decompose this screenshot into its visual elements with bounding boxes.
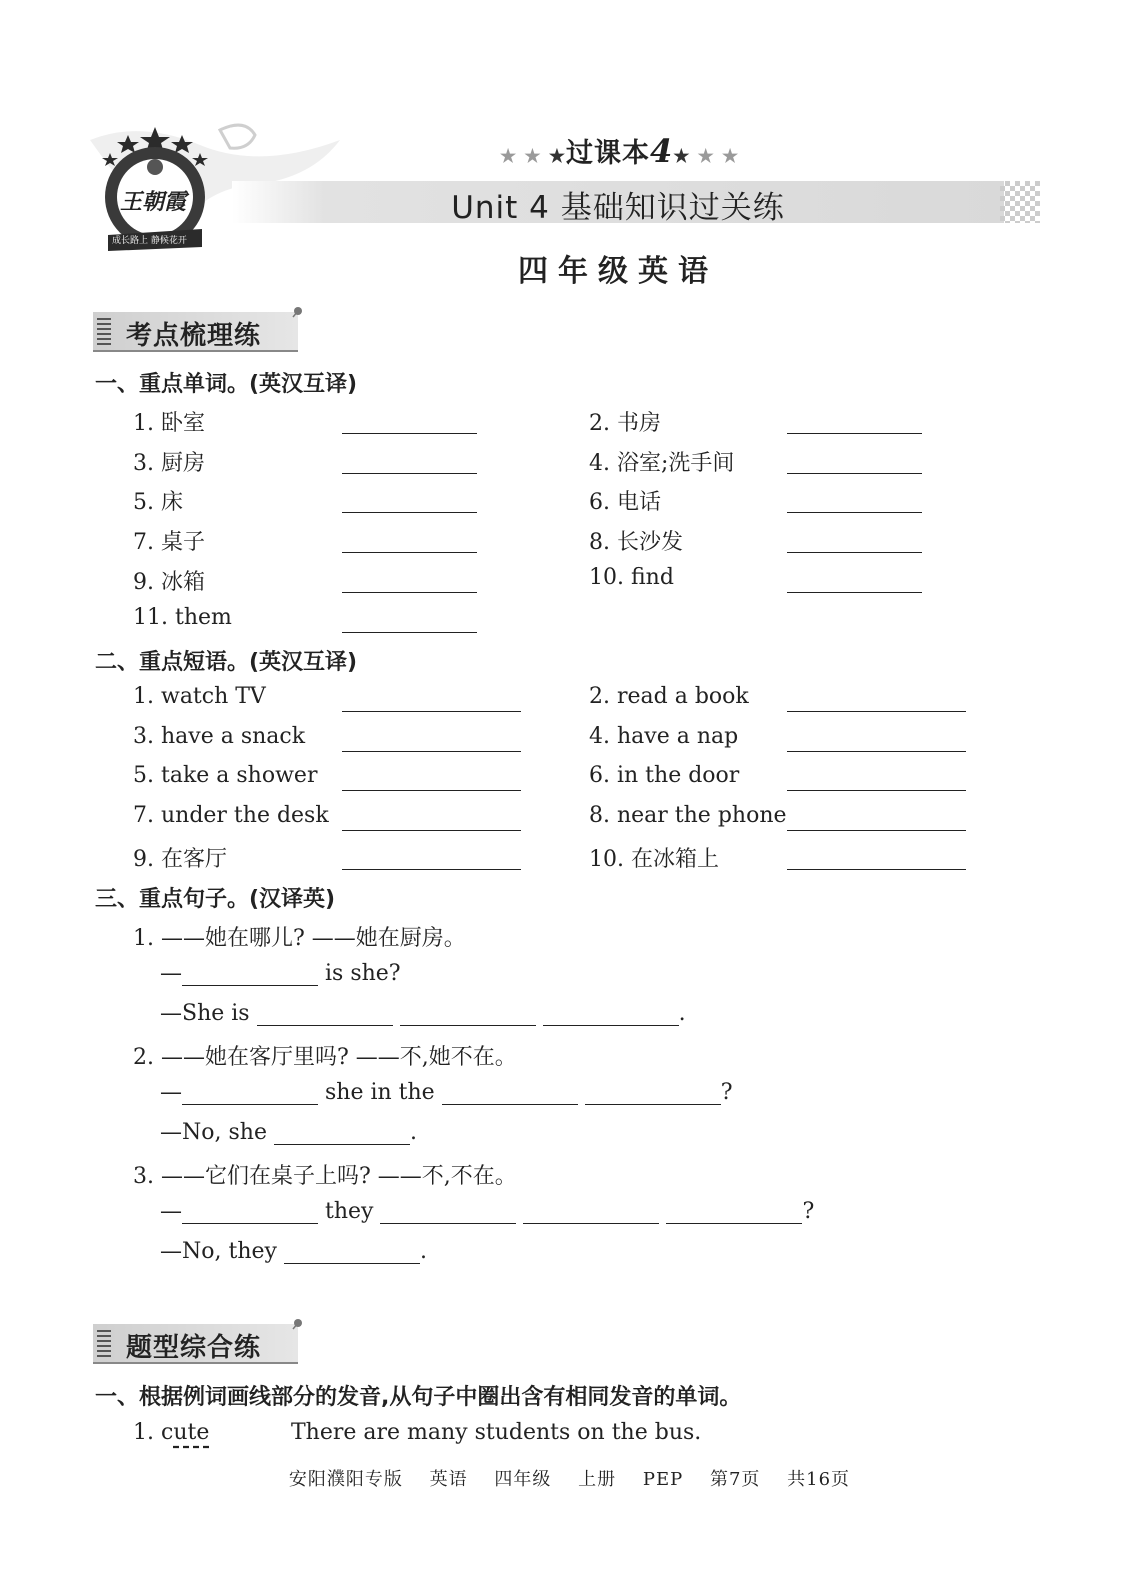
answer-blank[interactable] xyxy=(342,512,477,513)
word-item: 6. 电话 xyxy=(589,490,661,515)
line-text: —She is xyxy=(160,1001,250,1026)
line-text: —No, she xyxy=(160,1120,267,1145)
line-text: she in the xyxy=(325,1080,435,1105)
phonics-sentence: There are many students on the bus. xyxy=(291,1420,702,1445)
answer-blank[interactable] xyxy=(787,592,922,593)
answer-blank[interactable] xyxy=(284,1241,420,1264)
logo-name: 王朝霞 xyxy=(120,189,187,215)
section2-part1-heading: 一、根据例词画线部分的发音,从句子中圈出含有相同发音的单词。 xyxy=(95,1385,742,1410)
answer-blank[interactable] xyxy=(342,711,521,712)
phrase-item: 1. watch TV xyxy=(133,684,266,709)
kicker-text: 过课本 xyxy=(565,138,650,169)
answer-blank[interactable] xyxy=(787,552,922,553)
phrase-item: 2. read a book xyxy=(589,684,749,709)
page-footer xyxy=(0,1465,1139,1491)
answer-blank[interactable] xyxy=(342,869,521,870)
section-banner-title: 题型综合练 xyxy=(126,1333,262,1363)
word-item: 7. 桌子 xyxy=(133,530,205,555)
word-item: 5. 床 xyxy=(133,490,183,515)
phrase-item: 5. take a shower xyxy=(133,763,318,788)
answer-blank[interactable] xyxy=(442,1082,578,1105)
word-item: 8. 长沙发 xyxy=(589,530,683,555)
footer-total: 共16页 xyxy=(787,1469,851,1490)
answer-blank[interactable] xyxy=(400,1003,536,1026)
brand-logo xyxy=(98,125,213,255)
phrase-item: 9. 在客厅 xyxy=(133,847,227,872)
answer-blank[interactable] xyxy=(274,1122,410,1145)
star-icon: ★ xyxy=(673,146,691,167)
line-text: —No, they xyxy=(160,1239,277,1264)
unit-title: Unit 4 基础知识过关练 xyxy=(451,190,785,226)
answer-blank[interactable] xyxy=(787,751,966,752)
answer-blank[interactable] xyxy=(342,830,521,831)
line-text: — xyxy=(160,1199,182,1224)
answer-blank[interactable] xyxy=(342,790,521,791)
part2-heading: 二、重点短语。(英汉互译) xyxy=(95,650,358,675)
word-item: 11. them xyxy=(133,605,232,630)
pin-icon xyxy=(291,304,305,318)
answer-blank[interactable] xyxy=(342,751,521,752)
answer-blank[interactable] xyxy=(787,433,922,434)
question-number: 1. xyxy=(133,1420,154,1445)
answer-blank[interactable] xyxy=(787,711,966,712)
sentence-prompt: 3. ——它们在桌子上吗? ——不,不在。 xyxy=(133,1164,517,1189)
answer-blank[interactable] xyxy=(787,830,966,831)
sentence-line xyxy=(160,1001,686,1026)
book-kicker xyxy=(500,131,739,170)
line-text: — xyxy=(160,961,182,986)
sentence-line xyxy=(160,1239,427,1264)
example-word-underlined: ute xyxy=(173,1420,210,1445)
footer-publisher: PEP xyxy=(642,1469,684,1490)
line-text: — xyxy=(160,1080,182,1105)
footer-grade: 四年级 xyxy=(494,1469,552,1490)
answer-blank[interactable] xyxy=(543,1003,679,1026)
title-checker-pattern xyxy=(1000,181,1040,223)
section-banner-title: 考点梳理练 xyxy=(126,321,262,351)
answer-blank[interactable] xyxy=(523,1201,659,1224)
sentence-line xyxy=(160,961,401,986)
word-item: 2. 书房 xyxy=(589,411,661,436)
answer-blank[interactable] xyxy=(182,963,318,986)
line-text: ? xyxy=(802,1199,815,1224)
answer-blank[interactable] xyxy=(342,433,477,434)
line-text: ? xyxy=(720,1080,733,1105)
phrase-item: 4. have a nap xyxy=(589,724,739,749)
answer-blank[interactable] xyxy=(342,632,477,633)
sentence-line xyxy=(160,1199,814,1224)
answer-blank[interactable] xyxy=(585,1082,721,1105)
word-item: 4. 浴室;洗手间 xyxy=(589,451,735,476)
footer-page: 第7页 xyxy=(709,1469,761,1490)
line-text: . xyxy=(678,1001,686,1026)
section-banner-kaodian xyxy=(93,312,303,352)
answer-blank[interactable] xyxy=(342,473,477,474)
word-item: 9. 冰箱 xyxy=(133,570,205,595)
star-icon: ★ ★ xyxy=(500,146,549,167)
phonics-question xyxy=(133,1420,209,1445)
star-icon: ★ xyxy=(548,146,566,167)
part3-heading: 三、重点句子。(汉译英) xyxy=(95,887,336,912)
pin-icon xyxy=(291,1316,305,1330)
phrase-item: 10. 在冰箱上 xyxy=(589,847,719,872)
logo-slogan: 成长路上 静候花开 xyxy=(112,236,187,246)
answer-blank[interactable] xyxy=(182,1201,318,1224)
answer-blank[interactable] xyxy=(666,1201,802,1224)
answer-blank[interactable] xyxy=(257,1003,393,1026)
example-word: c xyxy=(161,1420,174,1445)
answer-blank[interactable] xyxy=(380,1201,516,1224)
phrase-item: 3. have a snack xyxy=(133,724,306,749)
phrase-item: 6. in the door xyxy=(589,763,740,788)
footer-volume: 上册 xyxy=(578,1469,617,1490)
star-icon: ★ ★ xyxy=(690,146,740,167)
sentence-line xyxy=(160,1120,417,1145)
footer-edition: 安阳濮阳专版 xyxy=(288,1469,403,1490)
phrase-item: 8. near the phone xyxy=(589,803,787,828)
kicker-number: 4 xyxy=(649,132,674,170)
sentence-prompt: 1. ——她在哪儿? ——她在厨房。 xyxy=(133,926,466,951)
phrase-item: 7. under the desk xyxy=(133,803,329,828)
answer-blank[interactable] xyxy=(787,473,922,474)
answer-blank[interactable] xyxy=(182,1082,318,1105)
grade-title: 四年级英语 xyxy=(518,254,718,289)
word-item: 1. 卧室 xyxy=(133,411,205,436)
part1-heading: 一、重点单词。(英汉互译) xyxy=(95,372,358,397)
sentence-line xyxy=(160,1080,733,1105)
section-banner-tixing xyxy=(93,1324,303,1364)
answer-blank[interactable] xyxy=(787,869,966,870)
footer-subject: 英语 xyxy=(429,1469,468,1490)
answer-blank[interactable] xyxy=(787,790,966,791)
sentence-prompt: 2. ——她在客厅里吗? ——不,她不在。 xyxy=(133,1045,517,1070)
line-text: . xyxy=(419,1239,427,1264)
answer-blank[interactable] xyxy=(342,592,477,593)
line-text: they xyxy=(325,1199,374,1224)
word-item: 3. 厨房 xyxy=(133,451,205,476)
answer-blank[interactable] xyxy=(342,552,477,553)
answer-blank[interactable] xyxy=(787,512,922,513)
word-item: 10. find xyxy=(589,565,674,590)
line-text: . xyxy=(409,1120,417,1145)
line-text: is she? xyxy=(325,961,401,986)
